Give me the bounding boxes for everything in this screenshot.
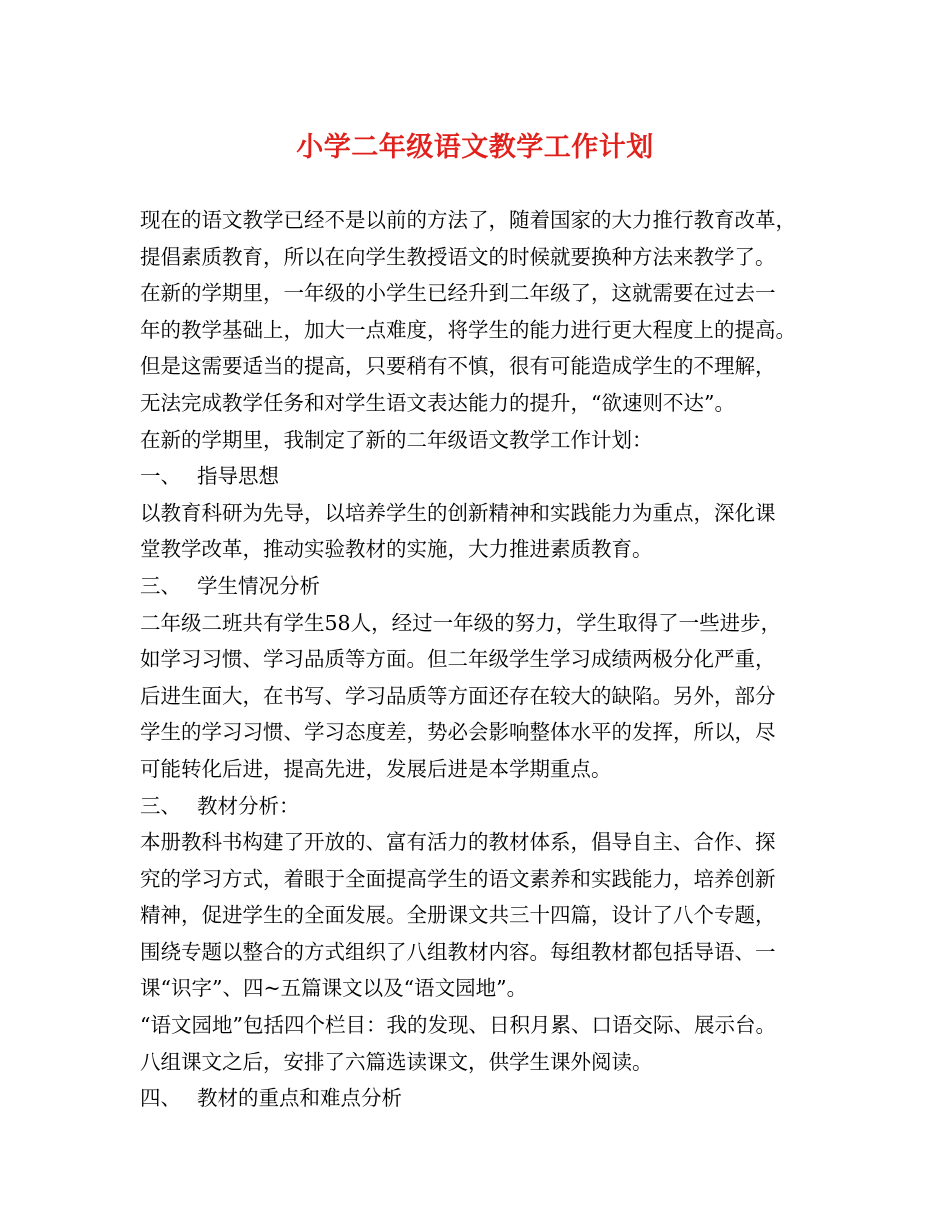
section-heading-text: 教材的重点和难点分析: [197, 1086, 402, 1111]
section-line: 本册教科书构建了开放的、富有活力的教材体系，倡导自主、合作、探: [140, 830, 776, 855]
intro-line: 但是这需要适当的提高，只要稍有不慎，很有可能造成学生的不理解，: [140, 354, 776, 379]
section-heading-student-analysis: [140, 568, 840, 605]
section-heading-text: 教材分析：: [197, 793, 300, 818]
section-line: 可能转化后进，提高先进，发展后进是本学期重点。: [140, 756, 612, 781]
intro-line: 年的教学基础上，加大一点难度，将学生的能力进行更大程度上的提高。: [140, 317, 796, 342]
section-heading-text: 学生情况分析: [197, 573, 320, 598]
section-number: 一、: [140, 464, 181, 489]
intro-line: 在新的学期里，我制定了新的二年级语文教学工作计划：: [140, 427, 653, 452]
section-line: 学生的学习习惯、学习态度差，势必会影响整体水平的发挥，所以，尽: [140, 720, 776, 745]
section-line: 围绕专题以整合的方式组织了八组教材内容。每组教材都包括导语、一: [140, 939, 776, 964]
section-line: 八组课文之后，安排了六篇选读课文，供学生课外阅读。: [140, 1049, 653, 1074]
document-body: [140, 202, 840, 1117]
section-heading-textbook-analysis: [140, 788, 840, 825]
section-heading-text: 指导思想: [197, 464, 279, 489]
section-number: 三、: [140, 793, 181, 818]
section-line: 堂教学改革，推动实验教材的实施，大力推进素质教育。: [140, 537, 653, 562]
section-line: “语文园地”包括四个栏目：我的发现、日积月累、口语交际、展示台。: [140, 1013, 776, 1038]
section-line: 究的学习方式，着眼于全面提高学生的语文素养和实践能力，培养创新: [140, 866, 776, 891]
section-line: 如学习习惯、学习品质等方面。但二年级学生学习成绩两极分化严重，: [140, 647, 776, 672]
section-heading-key-difficult-points: [140, 1080, 840, 1117]
section-number: 三、: [140, 573, 181, 598]
intro-line: 无法完成教学任务和对学生语文表达能力的提升，“欲速则不达”。: [140, 390, 735, 415]
section-line: 二年级二班共有学生58人，经过一年级的努力，学生取得了一些进步，: [140, 610, 782, 635]
section-line: 精神，促进学生的全面发展。全册课文共三十四篇，设计了八个专题，: [140, 903, 776, 928]
section-heading-guiding-ideology: [140, 458, 840, 495]
document-title: 小学二年级语文教学工作计划: [296, 132, 654, 163]
section-line: 课“识字”、四~五篇课文以及“语文园地”。: [140, 976, 528, 1001]
intro-line: 现在的语文教学已经不是以前的方法了，随着国家的大力推行教育改革，: [140, 208, 796, 232]
intro-line: 在新的学期里，一年级的小学生已经升到二年级了，这就需要在过去一: [140, 281, 776, 306]
intro-line: 提倡素质教育，所以在向学生教授语文的时候就要换种方法来教学了。: [140, 244, 776, 269]
section-line: 以教育科研为先导，以培养学生的创新精神和实践能力为重点，深化课: [140, 500, 776, 525]
section-line: 后进生面大，在书写、学习品质等方面还存在较大的缺陷。另外，部分: [140, 683, 776, 708]
section-number: 四、: [140, 1086, 181, 1111]
